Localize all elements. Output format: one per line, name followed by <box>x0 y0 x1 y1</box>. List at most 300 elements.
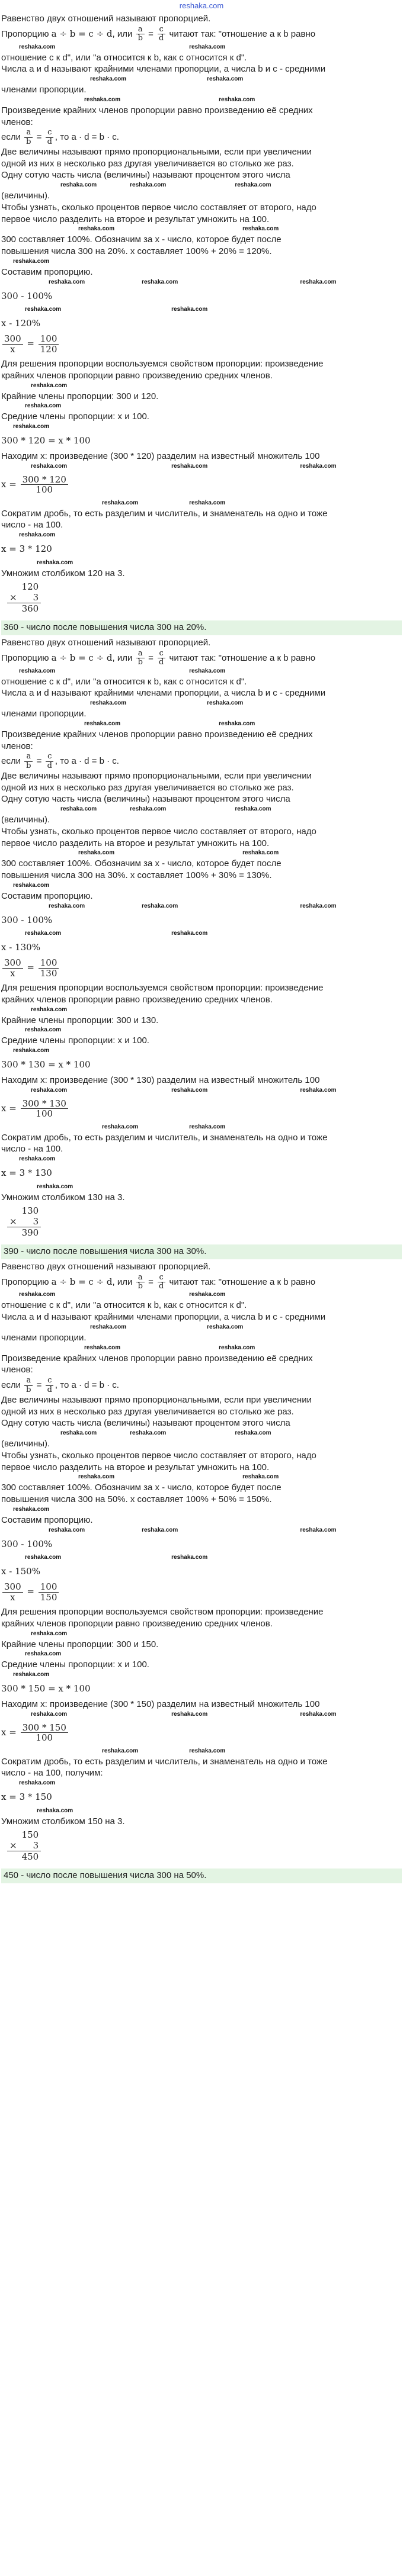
watermark-text: reshaka.com <box>31 382 68 389</box>
definition-line: (величины). <box>1 191 50 201</box>
definition-line: (величины). <box>1 1439 50 1449</box>
text-fragment: читают так: "отношение a к b равно <box>169 1276 316 1287</box>
watermark-text: reshaka.com <box>300 1086 337 1094</box>
solution-line: Для решения пропорции воспользуемся свойством пропорции: произведение <box>1 359 324 369</box>
fraction-numerator: a <box>136 649 145 658</box>
definition-line: Пропорцию a ÷ b = c ÷ d, или $\frac{a}{b}$ = $\frac{c}{d}$ читают так: "отношение a к b равно <box>1 648 316 667</box>
watermark-text: reshaka.com <box>242 226 279 233</box>
definition-line: Чтобы узнать, сколько процентов первое число составляет от второго, надо <box>1 826 316 837</box>
fraction-300-x <box>2 1582 23 1602</box>
watermark-row <box>1 1006 402 1015</box>
fraction-numerator: 300 <box>2 958 23 969</box>
definition-line: Чтобы узнать, сколько процентов первое число составляет от второго, надо <box>1 1450 316 1461</box>
watermark-text: reshaka.com <box>235 1430 271 1437</box>
watermark-text: reshaka.com <box>130 182 167 189</box>
watermark-text: reshaka.com <box>19 43 56 50</box>
answer-banner: 450 - число после повышения числа 300 на 50%. <box>1 1869 402 1883</box>
fraction-product-over-100 <box>21 1723 68 1743</box>
definition-line: членов: <box>1 741 33 751</box>
watermark-text: reshaka.com <box>171 1086 208 1094</box>
watermark-text: reshaka.com <box>130 806 167 813</box>
watermark-text: reshaka.com <box>207 76 244 83</box>
fraction-numerator: 300 <box>2 1582 23 1593</box>
watermark-text: reshaka.com <box>49 278 85 285</box>
watermark-row <box>1 850 402 858</box>
definition-line: отношение c к d", или "a относится к b, как c относится к d". <box>1 1300 247 1311</box>
definition-line: Пропорцию a ÷ b = c ÷ d, или $\frac{a}{b}$ = $\frac{c}{d}$ читают так: "отношение a к b равно <box>1 1272 316 1291</box>
x-fraction-equation <box>1 475 402 495</box>
fraction-a-b <box>136 25 145 43</box>
text-fragment: читают так: "отношение a к b равно <box>169 652 316 663</box>
fraction-300-x <box>2 334 23 354</box>
watermark-row <box>1 500 402 508</box>
solution-line: Умножим столбиком 150 на 3. <box>1 1816 125 1826</box>
watermark-text: reshaka.com <box>242 850 279 857</box>
watermark-row <box>1 1184 402 1192</box>
watermark-text: reshaka.com <box>90 76 127 83</box>
solution-line: крайних членов пропорции равно произведению средних членов. <box>1 994 273 1005</box>
watermark-row <box>1 559 402 568</box>
watermark-text: reshaka.com <box>142 278 178 285</box>
solution-line: Крайние члены пропорции: 300 и 150. <box>1 1639 159 1649</box>
definition-line: первое число разделить на второе и результат умножить на 100. <box>1 214 270 224</box>
fraction-product-over-100 <box>21 475 68 495</box>
watermark-text: reshaka.com <box>13 1047 50 1054</box>
watermark-row <box>1 1651 402 1659</box>
definition-line: членов: <box>1 1365 33 1375</box>
watermark-text: reshaka.com <box>19 532 56 539</box>
watermark-text: reshaka.com <box>25 1027 62 1034</box>
watermark-row <box>1 97 402 105</box>
watermark-row <box>1 44 402 52</box>
definition-line: отношение c к d", или "a относится к b, как c относится к d". <box>1 676 247 687</box>
watermark-text: reshaka.com <box>142 902 178 909</box>
proportion-expression: a ÷ b = c ÷ d <box>51 1276 113 1287</box>
solution-line: крайних членов пропорции равно произведению средних членов. <box>1 1618 273 1629</box>
solution-line: повышения числа 300 на 50%. x составляет 100% + 50% = 150%. <box>1 1494 272 1505</box>
watermark-row <box>1 532 402 540</box>
watermark-row <box>1 930 402 938</box>
watermark-text: reshaka.com <box>102 1123 139 1130</box>
watermark-row <box>1 1711 402 1719</box>
text-fragment: Пропорцию <box>1 28 49 39</box>
watermark-text: reshaka.com <box>60 806 97 813</box>
watermark-text: reshaka.com <box>19 1156 56 1163</box>
solution-line: Находим x: произведение (300 * 130) разделим на известный множитель 100 <box>1 1075 320 1085</box>
watermark-row <box>1 903 402 911</box>
watermark-text: reshaka.com <box>130 1430 167 1437</box>
fraction-numerator: c <box>46 752 53 761</box>
fraction-numerator: a <box>24 128 33 137</box>
solution-line: Сократим дробь, то есть разделим и числитель, и знаменатель на одно и тоже <box>1 1132 328 1143</box>
fraction-numerator: 100 <box>39 958 59 969</box>
equation-line: x = 3 * 150 <box>1 1792 52 1803</box>
definition-line: членами пропорции. <box>1 1332 87 1343</box>
text-fragment: если <box>1 132 21 143</box>
definition-line: членами пропорции. <box>1 85 87 95</box>
fraction-denominator: 150 <box>40 1591 57 1603</box>
fraction-numerator: 300 * 120 <box>21 475 68 485</box>
fraction-denominator: d <box>159 1282 164 1291</box>
watermark-text: reshaka.com <box>13 882 50 889</box>
definition-line: Две величины называют прямо пропорциональными, если при увеличении <box>1 1394 312 1405</box>
watermark-row <box>1 279 402 287</box>
watermark-row <box>1 382 402 391</box>
definition-line: Одну сотую часть числа (величины) называют процентом этого числа <box>1 170 290 181</box>
solution-line: повышения числа 300 на 20%. x составляет 100% + 20% = 120%. <box>1 246 272 257</box>
solution-line: 300 составляет 100%. Обозначим за x - число, которое будет после <box>1 234 282 245</box>
solution-line: Составим пропорцию. <box>1 890 93 901</box>
fraction-numerator: a <box>24 752 33 761</box>
watermark-row <box>1 1345 402 1353</box>
fraction-denominator: d <box>159 34 164 43</box>
solution-section <box>1 14 402 635</box>
solution-line: число - на 100. <box>1 520 63 530</box>
watermark-text: reshaka.com <box>171 1710 208 1718</box>
proportion-equation: $\frac{300}{x}$ = $\frac{100}{120}$ <box>1 334 402 354</box>
watermark-row <box>1 1474 402 1482</box>
fraction-a-b <box>24 1377 33 1394</box>
watermark-row <box>1 423 402 432</box>
watermark-text: reshaka.com <box>60 182 97 189</box>
column-multiplication <box>7 1205 41 1238</box>
fraction-numerator: a <box>24 1377 33 1385</box>
watermark-row <box>1 1291 402 1300</box>
proportion-row: 300 - 100% <box>1 1538 53 1549</box>
text-fragment: , или <box>112 1276 133 1287</box>
watermark-text: reshaka.com <box>19 667 56 674</box>
watermark-text: reshaka.com <box>84 720 121 727</box>
watermark-text: reshaka.com <box>49 902 85 909</box>
fraction-denominator: b <box>26 761 31 770</box>
watermark-text: reshaka.com <box>31 1086 68 1094</box>
column-multiplication <box>7 1829 41 1862</box>
mult-bottom: 3 <box>33 1215 39 1227</box>
solution-line: Сократим дробь, то есть разделим и числитель, и знаменатель на одно и тоже <box>1 508 328 519</box>
fraction-numerator: c <box>158 649 165 658</box>
watermark-text: reshaka.com <box>13 423 50 430</box>
watermark-text: reshaka.com <box>102 1747 139 1754</box>
solution-line: Умножим столбиком 120 на 3. <box>1 568 125 578</box>
answer-banner: 390 - число после повышения числа 300 на 30%. <box>1 1244 402 1259</box>
watermark-text: reshaka.com <box>37 559 73 566</box>
watermark-text: reshaka.com <box>25 1651 62 1658</box>
definition-line: Две величины называют прямо пропорциональными, если при увеличении <box>1 770 312 781</box>
definition-line: одной из них в несколько раз другая увеличивается во столько же раз. <box>1 782 294 793</box>
proportion-row: x - 150% <box>1 1566 40 1577</box>
fraction-numerator: a <box>136 25 145 34</box>
watermark-row <box>1 1808 402 1816</box>
solution-section <box>1 638 402 1259</box>
watermark-text: reshaka.com <box>142 1526 178 1533</box>
fraction-denominator: 100 <box>36 1732 53 1744</box>
fraction-100-rate <box>39 334 59 354</box>
watermark-text: reshaka.com <box>207 1323 244 1330</box>
fraction-denominator: 120 <box>40 343 57 355</box>
watermark-text: reshaka.com <box>300 278 337 285</box>
fraction-denominator: b <box>137 34 143 43</box>
fraction-c-d <box>157 1273 165 1291</box>
solution-line: 300 составляет 100%. Обозначим за x - число, которое будет после <box>1 1482 282 1493</box>
mult-sign: × <box>9 591 17 603</box>
proportion-row: 300 - 100% <box>1 914 53 925</box>
fraction-numerator: a <box>136 1273 145 1282</box>
watermark-text: reshaka.com <box>171 1554 208 1561</box>
watermark-text: reshaka.com <box>189 43 226 50</box>
definition-line: первое число разделить на второе и результат умножить на 100. <box>1 1462 270 1472</box>
definition-line: Произведение крайних членов пропорции равно произведению её средних <box>1 729 313 739</box>
definition-line: Две величины называют прямо пропорциональными, если при увеличении <box>1 146 312 157</box>
watermark-text: reshaka.com <box>219 1344 255 1351</box>
proportion-expression: a ÷ b = c ÷ d <box>51 652 113 663</box>
equation-line: 300 * 150 = x * 100 <box>1 1683 91 1694</box>
column-multiplication <box>7 581 41 614</box>
watermark-row <box>1 226 402 234</box>
watermark-text: reshaka.com <box>235 806 271 813</box>
watermark-row <box>1 1554 402 1562</box>
solution-line: Крайние члены пропорции: 300 и 130. <box>1 1015 159 1025</box>
solution-line: Составим пропорцию. <box>1 266 93 277</box>
text-fragment: , то a · d = b · c. <box>55 132 119 143</box>
watermark-row <box>1 1671 402 1680</box>
fraction-c-d <box>157 25 165 43</box>
solution-line: Средние члены пропорции: x и 100. <box>1 1660 149 1670</box>
definition-line: Пропорцию a ÷ b = c ÷ d, или $\frac{a}{b}$ = $\frac{c}{d}$ читают так: "отношение a к b равно <box>1 25 316 43</box>
watermark-text: reshaka.com <box>300 1526 337 1533</box>
fraction-product-over-100 <box>21 1099 68 1119</box>
watermark-text: reshaka.com <box>189 1747 226 1754</box>
fraction-a-b <box>24 128 33 146</box>
watermark-text: reshaka.com <box>189 667 226 674</box>
solution-line: Средние члены пропорции: x и 100. <box>1 1035 149 1046</box>
watermark-text: reshaka.com <box>25 1554 62 1561</box>
solution-line: число - на 100, получим: <box>1 1768 103 1779</box>
watermark-text: reshaka.com <box>31 1710 68 1718</box>
solution-line: повышения числа 300 на 30%. x составляет 100% + 30% = 130%. <box>1 870 272 881</box>
definition-line: если $\frac{a}{b}$ = $\frac{c}{d}$ , то a · d = b · c. <box>1 1376 119 1394</box>
watermark-row <box>1 306 402 314</box>
solution-line: 300 составляет 100%. Обозначим за x - число, которое будет после <box>1 858 282 869</box>
solution-line: Для решения пропорции воспользуемся свойством пропорции: произведение <box>1 983 324 993</box>
solutions-container <box>1 14 402 1883</box>
mult-result: 450 <box>20 1851 41 1862</box>
proportion-row: 300 - 100% <box>1 290 53 301</box>
fraction-numerator: 100 <box>39 334 59 345</box>
mult-bottom: 3 <box>33 1839 39 1851</box>
fraction-numerator: c <box>158 25 165 34</box>
equation-line: 300 * 120 = x * 100 <box>1 435 91 446</box>
proportion-row: x - 130% <box>1 942 40 953</box>
text-fragment: , то a · d = b · c. <box>55 1379 119 1390</box>
fraction-numerator: 300 <box>2 334 23 345</box>
solution-line: крайних членов пропорции равно произведению средних членов. <box>1 370 273 381</box>
watermark-text: reshaka.com <box>102 499 139 506</box>
fraction-300-x <box>2 958 23 978</box>
watermark-text: reshaka.com <box>13 258 50 265</box>
definition-line: Произведение крайних членов пропорции равно произведению её средних <box>1 1353 313 1363</box>
fraction-denominator: d <box>47 137 52 146</box>
watermark-text: reshaka.com <box>242 1474 279 1481</box>
watermark-text: reshaka.com <box>78 850 115 857</box>
watermark-row <box>1 882 402 890</box>
watermark-text: reshaka.com <box>78 1474 115 1481</box>
text-fragment: читают так: "отношение a к b равно <box>169 28 316 39</box>
fraction-numerator: c <box>158 1273 165 1282</box>
fraction-a-b <box>136 1273 145 1291</box>
watermark-row <box>1 1087 402 1095</box>
watermark-text: reshaka.com <box>300 462 337 469</box>
text-fragment: если <box>1 756 21 767</box>
fraction-denominator: x <box>10 1591 15 1603</box>
fraction-a-b <box>24 752 33 770</box>
watermark-text: reshaka.com <box>13 1671 50 1678</box>
watermark-text: reshaka.com <box>300 1710 337 1718</box>
watermark-text: reshaka.com <box>13 1506 50 1513</box>
watermark-row <box>1 721 402 729</box>
watermark-text: reshaka.com <box>171 306 208 313</box>
definition-line: членами пропорции. <box>1 709 87 719</box>
solution-line: Умножим столбиком 130 на 3. <box>1 1192 125 1202</box>
fraction-c-d <box>46 128 54 146</box>
watermark-text: reshaka.com <box>19 1780 56 1787</box>
solution-line: Составим пропорцию. <box>1 1514 93 1525</box>
definition-line: Чтобы узнать, сколько процентов первое число составляет от второго, надо <box>1 202 316 213</box>
mult-result: 390 <box>20 1227 41 1238</box>
solution-section <box>1 1262 402 1883</box>
text-fragment: , или <box>112 28 133 39</box>
definition-line: Одну сотую часть числа (величины) называют процентом этого числа <box>1 794 290 805</box>
x-equals: x = <box>1 1726 17 1738</box>
solution-line: число - на 100. <box>1 1144 63 1154</box>
definition-line: если $\frac{a}{b}$ = $\frac{c}{d}$ , то a · d = b · c. <box>1 752 119 770</box>
watermark-row <box>1 76 402 84</box>
fraction-100-rate <box>39 958 59 978</box>
fraction-100-rate <box>39 1582 59 1602</box>
watermark-text: reshaka.com <box>207 700 244 707</box>
watermark-text: reshaka.com <box>49 1526 85 1533</box>
watermark-text: reshaka.com <box>235 182 271 189</box>
proportion-equation: $\frac{300}{x}$ = $\frac{100}{150}$ <box>1 1582 402 1602</box>
definition-line: Одну сотую часть числа (величины) называют процентом этого числа <box>1 1418 290 1429</box>
mult-sign: × <box>9 1839 17 1851</box>
watermark-text: reshaka.com <box>171 930 208 937</box>
watermark-row <box>1 1780 402 1788</box>
watermark-text: reshaka.com <box>31 462 68 469</box>
watermark-row <box>1 1047 402 1056</box>
definition-line: отношение c к d", или "a относится к b, как c относится к d". <box>1 52 247 63</box>
watermark-row <box>1 1430 402 1438</box>
fraction-denominator: b <box>26 1385 31 1394</box>
watermark-text: reshaka.com <box>189 1123 226 1130</box>
solution-line: Находим x: произведение (300 * 120) разделим на известный множитель 100 <box>1 451 320 461</box>
definition-line: Равенство двух отношений называют пропорцией. <box>1 1262 211 1272</box>
watermark-text: reshaka.com <box>60 1430 97 1437</box>
mult-top: 120 <box>21 581 39 592</box>
fraction-c-d <box>46 1377 54 1394</box>
watermark-text: reshaka.com <box>300 902 337 909</box>
fraction-denominator: x <box>10 343 15 355</box>
fraction-denominator: d <box>47 761 52 770</box>
watermark-text: reshaka.com <box>37 1807 73 1814</box>
definition-line: первое число разделить на второе и результат умножить на 100. <box>1 838 270 848</box>
fraction-numerator: 300 * 130 <box>21 1099 68 1109</box>
solution-line: Сократим дробь, то есть разделим и числитель, и знаменатель на одно и тоже <box>1 1756 328 1767</box>
text-fragment: , то a · d = b · c. <box>55 756 119 767</box>
mult-top: 130 <box>21 1205 39 1216</box>
watermark-text: reshaka.com <box>171 462 208 469</box>
watermark-text: reshaka.com <box>90 700 127 707</box>
fraction-c-d <box>46 752 54 770</box>
watermark-text: reshaka.com <box>84 1344 121 1351</box>
definition-line: Числа a и d называют крайними членами пропорции, а числа b и c - средними <box>1 688 326 699</box>
watermark-row <box>1 182 402 190</box>
text-fragment: , или <box>112 652 133 663</box>
watermark-text: reshaka.com <box>90 1323 127 1330</box>
watermark-text: reshaka.com <box>37 1183 73 1190</box>
mult-sign: × <box>9 1215 17 1227</box>
x-fraction-equation <box>1 1099 402 1119</box>
mult-bottom: 3 <box>33 591 39 603</box>
text-fragment: если <box>1 1379 21 1390</box>
site-logo[interactable]: reshaka.com <box>179 1 224 10</box>
fraction-denominator: b <box>26 137 31 146</box>
definition-line: одной из них в несколько раз другая увеличивается во столько же раз. <box>1 158 294 169</box>
equation-line: 300 * 130 = x * 100 <box>1 1059 91 1070</box>
definition-line: членов: <box>1 117 33 127</box>
fraction-numerator: c <box>46 128 53 137</box>
fraction-numerator: 100 <box>39 1582 59 1593</box>
proportion-equation: $\frac{300}{x}$ = $\frac{100}{130}$ <box>1 958 402 978</box>
watermark-row <box>1 1027 402 1035</box>
watermark-text: reshaka.com <box>189 499 226 506</box>
watermark-text: reshaka.com <box>219 96 255 103</box>
proportion-row: x - 120% <box>1 318 40 329</box>
fraction-denominator: b <box>137 658 143 667</box>
watermark-row <box>1 700 402 708</box>
fraction-numerator: c <box>46 1377 53 1385</box>
watermark-row <box>1 668 402 676</box>
answer-banner: 360 - число после повышения числа 300 на 20%. <box>1 620 402 635</box>
fraction-denominator: 130 <box>40 967 57 979</box>
x-equals: x = <box>1 478 17 490</box>
watermark-row <box>1 463 402 471</box>
fraction-denominator: x <box>10 967 15 979</box>
definition-line: Числа a и d называют крайними членами пропорции, а числа b и c - средними <box>1 64 326 75</box>
watermark-row <box>1 1748 402 1756</box>
watermark-row <box>1 1124 402 1132</box>
fraction-denominator: b <box>137 1282 143 1291</box>
watermark-text: reshaka.com <box>19 1291 56 1298</box>
solution-line: Находим x: произведение (300 * 150) разделим на известный множитель 100 <box>1 1699 320 1709</box>
fraction-a-b <box>136 649 145 667</box>
text-fragment: Пропорцию <box>1 1276 49 1287</box>
solution-line: Средние члены пропорции: x и 100. <box>1 411 149 422</box>
mult-result: 360 <box>20 603 41 614</box>
fraction-denominator: d <box>47 1385 52 1394</box>
solution-line: Для решения пропорции воспользуемся свойством пропорции: произведение <box>1 1607 324 1617</box>
watermark-row <box>1 806 402 814</box>
watermark-row <box>1 258 402 266</box>
fraction-numerator: 300 * 150 <box>21 1723 68 1734</box>
fraction-denominator: d <box>159 658 164 667</box>
watermark-row <box>1 403 402 411</box>
definition-line: Числа a и d называют крайними членами пропорции, а числа b и c - средними <box>1 1312 326 1323</box>
watermark-text: reshaka.com <box>25 306 62 313</box>
proportion-expression: a ÷ b = c ÷ d <box>51 28 113 39</box>
solution-line: Крайние члены пропорции: 300 и 120. <box>1 391 159 401</box>
watermark-row <box>1 1630 402 1639</box>
definition-line: Равенство двух отношений называют пропорцией. <box>1 638 211 648</box>
